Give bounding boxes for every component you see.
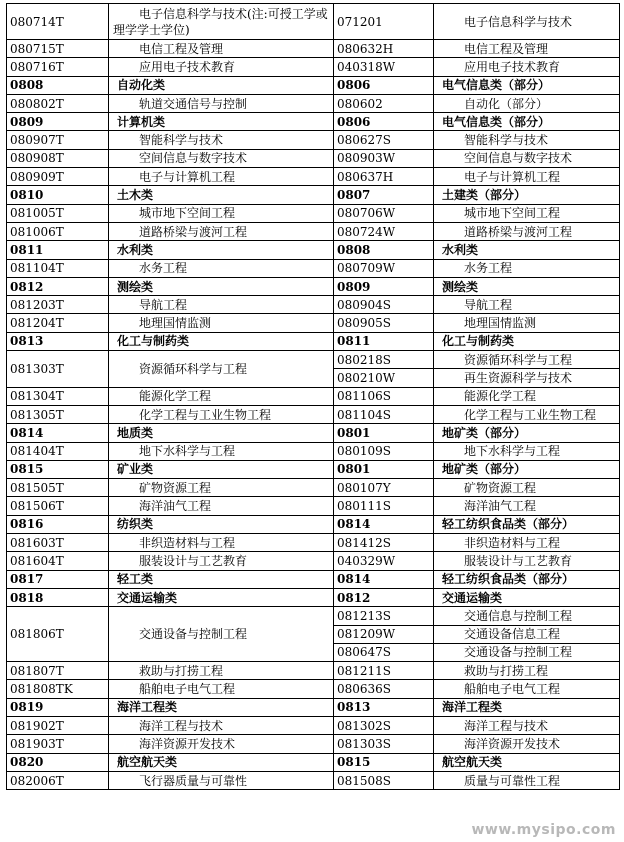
new-name-cell: 应用电子技术教育 bbox=[109, 58, 334, 76]
table-row bbox=[7, 662, 620, 680]
old-code-cell: 080903W bbox=[334, 149, 434, 167]
new-code-cell: 0820 bbox=[7, 753, 109, 771]
new-code-cell: 0819 bbox=[7, 698, 109, 716]
old-name-cell: 水利类 bbox=[434, 241, 620, 259]
old-name-cell: 非织造材料与工程 bbox=[434, 534, 620, 552]
old-code-cell: 0814 bbox=[334, 570, 434, 588]
new-code-cell: 0815 bbox=[7, 460, 109, 478]
old-name-cell: 电气信息类（部分） bbox=[434, 113, 620, 131]
old-code-cell: 080218S bbox=[334, 351, 434, 369]
old-code-cell: 081302S bbox=[334, 716, 434, 734]
old-code-cell: 0811 bbox=[334, 332, 434, 350]
table-row bbox=[7, 4, 620, 40]
new-name-cell: 海洋工程类 bbox=[109, 698, 334, 716]
new-code-cell: 081203T bbox=[7, 296, 109, 314]
new-name-cell: 海洋工程与技术 bbox=[109, 716, 334, 734]
table-row bbox=[7, 204, 620, 222]
category-row bbox=[7, 753, 620, 771]
new-code-cell: 081104T bbox=[7, 259, 109, 277]
major-mapping-table bbox=[6, 3, 620, 790]
new-code-cell: 0813 bbox=[7, 332, 109, 350]
old-name-cell: 能源化学工程 bbox=[434, 387, 620, 405]
table-row bbox=[7, 716, 620, 734]
new-name-cell: 交通设备与控制工程 bbox=[109, 607, 334, 662]
old-name-cell: 轻工纺织食品类（部分） bbox=[434, 570, 620, 588]
old-name-cell: 地理国情监测 bbox=[434, 314, 620, 332]
new-code-cell: 081303T bbox=[7, 351, 109, 388]
old-name-cell: 测绘类 bbox=[434, 277, 620, 295]
old-code-cell: 081412S bbox=[334, 534, 434, 552]
new-code-cell: 0818 bbox=[7, 588, 109, 606]
table-row bbox=[7, 58, 620, 76]
old-name-cell: 导航工程 bbox=[434, 296, 620, 314]
old-code-cell: 080632H bbox=[334, 40, 434, 58]
old-code-cell: 0806 bbox=[334, 76, 434, 94]
new-name-cell: 航空航天类 bbox=[109, 753, 334, 771]
old-name-cell: 电气信息类（部分） bbox=[434, 76, 620, 94]
category-row bbox=[7, 515, 620, 533]
old-code-cell: 080636S bbox=[334, 680, 434, 698]
table-row bbox=[7, 131, 620, 149]
category-row bbox=[7, 570, 620, 588]
old-code-cell: 0807 bbox=[334, 186, 434, 204]
old-code-cell: 080904S bbox=[334, 296, 434, 314]
new-code-cell: 081603T bbox=[7, 534, 109, 552]
new-name-cell: 救助与打捞工程 bbox=[109, 662, 334, 680]
old-code-cell: 080627S bbox=[334, 131, 434, 149]
table-row bbox=[7, 497, 620, 515]
old-code-cell: 081303S bbox=[334, 735, 434, 753]
new-name-cell: 能源化学工程 bbox=[109, 387, 334, 405]
table-row bbox=[7, 259, 620, 277]
new-code-cell: 0810 bbox=[7, 186, 109, 204]
table-row bbox=[7, 735, 620, 753]
category-row bbox=[7, 698, 620, 716]
old-code-cell: 0809 bbox=[334, 277, 434, 295]
new-name-cell: 资源循环科学与工程 bbox=[109, 351, 334, 388]
new-code-cell: 0809 bbox=[7, 113, 109, 131]
category-row bbox=[7, 241, 620, 259]
old-name-cell: 船舶电子电气工程 bbox=[434, 680, 620, 698]
new-code-cell: 081806T bbox=[7, 607, 109, 662]
table-row bbox=[7, 387, 620, 405]
table-body bbox=[7, 4, 620, 790]
new-code-cell: 081305T bbox=[7, 405, 109, 423]
table-row bbox=[7, 534, 620, 552]
old-code-cell: 081104S bbox=[334, 405, 434, 423]
old-code-cell: 040329W bbox=[334, 552, 434, 570]
old-code-cell: 080706W bbox=[334, 204, 434, 222]
category-row bbox=[7, 588, 620, 606]
table-row bbox=[7, 771, 620, 789]
new-code-cell: 080714T bbox=[7, 4, 109, 40]
new-name-cell: 地理国情监测 bbox=[109, 314, 334, 332]
table-row bbox=[7, 168, 620, 186]
old-name-cell: 智能科学与技术 bbox=[434, 131, 620, 149]
new-name-cell: 导航工程 bbox=[109, 296, 334, 314]
new-name-cell: 地下水科学与工程 bbox=[109, 442, 334, 460]
new-code-cell: 081506T bbox=[7, 497, 109, 515]
old-name-cell: 海洋资源开发技术 bbox=[434, 735, 620, 753]
old-name-cell: 质量与可靠性工程 bbox=[434, 771, 620, 789]
old-code-cell: 0801 bbox=[334, 460, 434, 478]
old-code-cell: 0808 bbox=[334, 241, 434, 259]
table-row bbox=[7, 222, 620, 240]
new-name-cell: 化学工程与工业生物工程 bbox=[109, 405, 334, 423]
new-name-cell: 电子信息科学与技术(注:可授工学或理学学士学位) bbox=[109, 4, 334, 40]
old-name-cell: 轻工纺织食品类（部分） bbox=[434, 515, 620, 533]
new-code-cell: 080716T bbox=[7, 58, 109, 76]
old-name-cell: 地矿类（部分） bbox=[434, 460, 620, 478]
table-row bbox=[7, 552, 620, 570]
watermark: www.mysipo.com bbox=[471, 822, 616, 838]
old-name-cell: 电子与计算机工程 bbox=[434, 168, 620, 186]
table-row bbox=[7, 40, 620, 58]
table-row bbox=[7, 314, 620, 332]
new-name-cell: 化工与制药类 bbox=[109, 332, 334, 350]
new-code-cell: 0816 bbox=[7, 515, 109, 533]
old-name-cell: 自动化（部分） bbox=[434, 94, 620, 112]
old-code-cell: 081211S bbox=[334, 662, 434, 680]
old-name-cell: 服装设计与工艺教育 bbox=[434, 552, 620, 570]
old-name-cell: 土建类（部分） bbox=[434, 186, 620, 204]
old-code-cell: 0814 bbox=[334, 515, 434, 533]
new-code-cell: 081204T bbox=[7, 314, 109, 332]
new-name-cell: 海洋资源开发技术 bbox=[109, 735, 334, 753]
old-name-cell: 道路桥梁与渡河工程 bbox=[434, 222, 620, 240]
old-code-cell: 080109S bbox=[334, 442, 434, 460]
new-name-cell: 交通运输类 bbox=[109, 588, 334, 606]
new-code-cell: 0812 bbox=[7, 277, 109, 295]
new-name-cell: 计算机类 bbox=[109, 113, 334, 131]
old-code-cell: 0812 bbox=[334, 588, 434, 606]
new-name-cell: 空间信息与数字技术 bbox=[109, 149, 334, 167]
table-row bbox=[7, 94, 620, 112]
new-code-cell: 081903T bbox=[7, 735, 109, 753]
new-code-cell: 081807T bbox=[7, 662, 109, 680]
new-code-cell: 081404T bbox=[7, 442, 109, 460]
new-code-cell: 0808 bbox=[7, 76, 109, 94]
old-code-cell: 080210W bbox=[334, 369, 434, 387]
new-name-cell: 水务工程 bbox=[109, 259, 334, 277]
new-name-cell: 轨道交通信号与控制 bbox=[109, 94, 334, 112]
table-row bbox=[7, 479, 620, 497]
new-code-cell: 081902T bbox=[7, 716, 109, 734]
new-name-cell: 智能科学与技术 bbox=[109, 131, 334, 149]
old-name-cell: 地矿类（部分） bbox=[434, 424, 620, 442]
old-name-cell: 救助与打捞工程 bbox=[434, 662, 620, 680]
new-name-cell: 飞行器质量与可靠性 bbox=[109, 771, 334, 789]
category-row bbox=[7, 186, 620, 204]
category-row bbox=[7, 277, 620, 295]
old-code-cell: 080709W bbox=[334, 259, 434, 277]
old-name-cell: 交通设备信息工程 bbox=[434, 625, 620, 643]
new-code-cell: 082006T bbox=[7, 771, 109, 789]
new-code-cell: 080907T bbox=[7, 131, 109, 149]
old-name-cell: 航空航天类 bbox=[434, 753, 620, 771]
old-code-cell: 0801 bbox=[334, 424, 434, 442]
new-code-cell: 081505T bbox=[7, 479, 109, 497]
old-name-cell: 空间信息与数字技术 bbox=[434, 149, 620, 167]
new-name-cell: 道路桥梁与渡河工程 bbox=[109, 222, 334, 240]
category-row bbox=[7, 113, 620, 131]
new-code-cell: 080908T bbox=[7, 149, 109, 167]
old-code-cell: 081213S bbox=[334, 607, 434, 625]
old-code-cell: 080107Y bbox=[334, 479, 434, 497]
old-code-cell: 081209W bbox=[334, 625, 434, 643]
new-name-cell: 自动化类 bbox=[109, 76, 334, 94]
old-code-cell: 080905S bbox=[334, 314, 434, 332]
table-row bbox=[7, 149, 620, 167]
new-code-cell: 081005T bbox=[7, 204, 109, 222]
old-code-cell: 0815 bbox=[334, 753, 434, 771]
new-name-cell: 服装设计与工艺教育 bbox=[109, 552, 334, 570]
new-name-cell: 水利类 bbox=[109, 241, 334, 259]
old-code-cell: 071201 bbox=[334, 4, 434, 40]
table-row bbox=[7, 442, 620, 460]
new-name-cell: 城市地下空间工程 bbox=[109, 204, 334, 222]
old-code-cell: 081508S bbox=[334, 771, 434, 789]
new-code-cell: 081304T bbox=[7, 387, 109, 405]
old-name-cell: 化学工程与工业生物工程 bbox=[434, 405, 620, 423]
old-name-cell: 海洋工程与技术 bbox=[434, 716, 620, 734]
category-row bbox=[7, 424, 620, 442]
new-name-cell: 纺织类 bbox=[109, 515, 334, 533]
old-name-cell: 应用电子技术教育 bbox=[434, 58, 620, 76]
table-row bbox=[7, 296, 620, 314]
new-code-cell: 0814 bbox=[7, 424, 109, 442]
old-code-cell: 080647S bbox=[334, 643, 434, 661]
old-name-cell: 再生资源科学与技术 bbox=[434, 369, 620, 387]
old-code-cell: 080111S bbox=[334, 497, 434, 515]
new-name-cell: 土木类 bbox=[109, 186, 334, 204]
new-name-cell: 电信工程及管理 bbox=[109, 40, 334, 58]
old-name-cell: 海洋油气工程 bbox=[434, 497, 620, 515]
new-code-cell: 081006T bbox=[7, 222, 109, 240]
old-name-cell: 交通信息与控制工程 bbox=[434, 607, 620, 625]
new-name-cell: 地质类 bbox=[109, 424, 334, 442]
new-code-cell: 0811 bbox=[7, 241, 109, 259]
old-name-cell: 海洋工程类 bbox=[434, 698, 620, 716]
old-code-cell: 081106S bbox=[334, 387, 434, 405]
old-code-cell: 080637H bbox=[334, 168, 434, 186]
old-name-cell: 资源循环科学与工程 bbox=[434, 351, 620, 369]
old-code-cell: 0806 bbox=[334, 113, 434, 131]
old-name-cell: 水务工程 bbox=[434, 259, 620, 277]
category-row bbox=[7, 76, 620, 94]
new-code-cell: 080715T bbox=[7, 40, 109, 58]
new-code-cell: 081604T bbox=[7, 552, 109, 570]
category-row bbox=[7, 460, 620, 478]
table-row bbox=[7, 680, 620, 698]
old-name-cell: 电信工程及管理 bbox=[434, 40, 620, 58]
old-code-cell: 080602 bbox=[334, 94, 434, 112]
old-name-cell: 矿物资源工程 bbox=[434, 479, 620, 497]
old-code-cell: 040318W bbox=[334, 58, 434, 76]
old-code-cell: 080724W bbox=[334, 222, 434, 240]
table-row bbox=[7, 607, 620, 625]
old-name-cell: 地下水科学与工程 bbox=[434, 442, 620, 460]
new-code-cell: 080909T bbox=[7, 168, 109, 186]
new-name-cell: 电子与计算机工程 bbox=[109, 168, 334, 186]
old-name-cell: 电子信息科学与技术 bbox=[434, 4, 620, 40]
new-name-cell: 矿业类 bbox=[109, 460, 334, 478]
new-name-cell: 矿物资源工程 bbox=[109, 479, 334, 497]
new-code-cell: 080802T bbox=[7, 94, 109, 112]
old-name-cell: 交通设备与控制工程 bbox=[434, 643, 620, 661]
table-row bbox=[7, 405, 620, 423]
old-name-cell: 化工与制药类 bbox=[434, 332, 620, 350]
old-name-cell: 城市地下空间工程 bbox=[434, 204, 620, 222]
category-row bbox=[7, 332, 620, 350]
new-code-cell: 0817 bbox=[7, 570, 109, 588]
old-code-cell: 0813 bbox=[334, 698, 434, 716]
new-code-cell: 081808TK bbox=[7, 680, 109, 698]
new-name-cell: 海洋油气工程 bbox=[109, 497, 334, 515]
new-name-cell: 非织造材料与工程 bbox=[109, 534, 334, 552]
new-name-cell: 测绘类 bbox=[109, 277, 334, 295]
new-name-cell: 轻工类 bbox=[109, 570, 334, 588]
old-name-cell: 交通运输类 bbox=[434, 588, 620, 606]
table-row bbox=[7, 351, 620, 369]
new-name-cell: 船舶电子电气工程 bbox=[109, 680, 334, 698]
